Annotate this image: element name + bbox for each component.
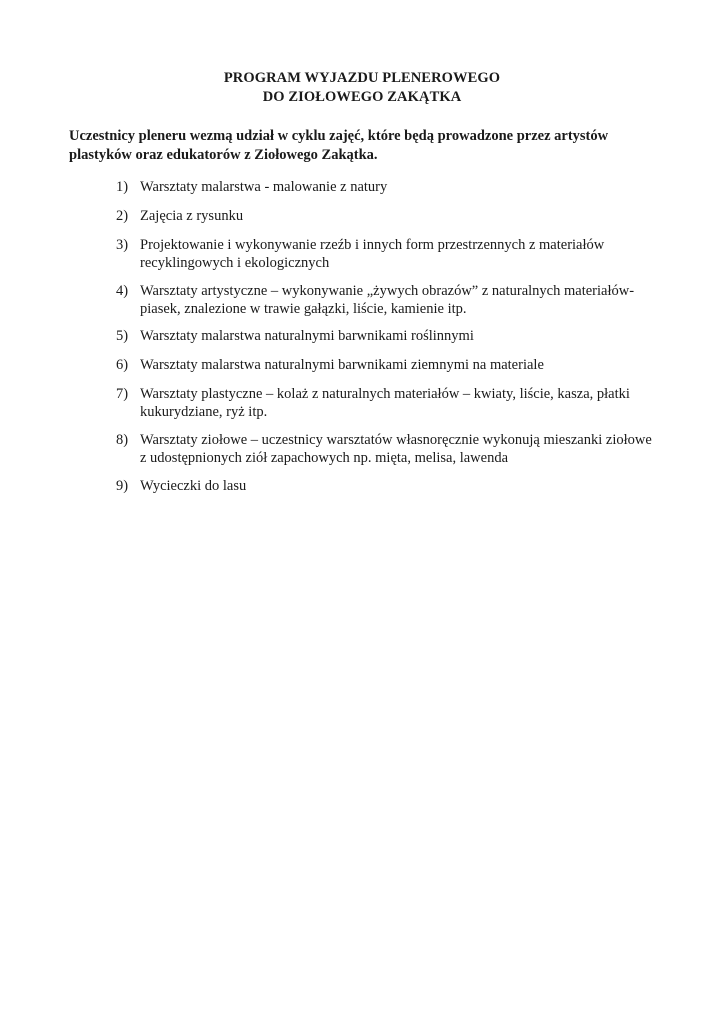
- list-item-text: [140, 477, 680, 495]
- intro-line-2: plastyków oraz edukatorów z Ziołowego Zakątka.: [69, 147, 378, 163]
- list-item-text: [140, 327, 680, 345]
- list-item-line-1: Projektowanie i wykonywanie rzeźb i innych form przestrzennych z materiałów: [140, 237, 605, 253]
- list-item-line-1: Zajęcia z rysunku: [140, 208, 244, 224]
- title-line-2: DO ZIOŁOWEGO ZAKĄTKA: [262, 89, 462, 105]
- list-item-text: [140, 236, 680, 272]
- intro-line-1: Uczestnicy pleneru wezmą udział w cyklu zajęć, które będą prowadzone przez artystów: [69, 128, 609, 144]
- list-item-line-2: z udostępnionych ziół zapachowych np. mięta, melisa, lawenda: [140, 450, 509, 466]
- list-item-text: [140, 207, 680, 225]
- list-item-number: 1): [116, 179, 129, 195]
- list-item-number: 8): [116, 432, 129, 448]
- list-item-number: 2): [116, 208, 129, 224]
- list-item-text: [140, 356, 680, 374]
- list-item-line-1: Warsztaty artystyczne – wykonywanie „żywych obrazów” z naturalnych materiałów-: [140, 283, 635, 299]
- list-item-number: 7): [116, 386, 129, 402]
- title-line-1: PROGRAM WYJAZDU PLENEROWEGO: [223, 70, 501, 86]
- list-item-line-2: recyklingowych i ekologicznych: [140, 255, 330, 271]
- list-item-number: 4): [116, 283, 129, 299]
- list-item-line-2: piasek, znalezione w trawie gałązki, liście, kamienie itp.: [140, 301, 467, 317]
- list-item-line-1: Warsztaty ziołowe – uczestnicy warsztatów własnoręcznie wykonują mieszanki ziołowe: [140, 432, 652, 448]
- list-item-number: 9): [116, 478, 129, 494]
- list-item-line-2: kukurydziane, ryż itp.: [140, 404, 268, 420]
- list-item-text: [140, 282, 680, 318]
- list-item-number: 6): [116, 357, 129, 373]
- list-item-line-1: Warsztaty malarstwa naturalnymi barwnikami roślinnymi: [140, 328, 474, 344]
- list-item-line-1: Wycieczki do lasu: [140, 478, 247, 494]
- list-item-line-1: Warsztaty malarstwa - malowanie z natury: [140, 179, 388, 195]
- list-item-number: 3): [116, 237, 129, 253]
- list-item-line-1: Warsztaty malarstwa naturalnymi barwnikami ziemnymi na materiale: [140, 357, 544, 373]
- list-item-text: [140, 178, 680, 196]
- list-item-text: [140, 385, 680, 421]
- list-item-text: [140, 431, 680, 467]
- list-item-number: 5): [116, 328, 129, 344]
- list-item-line-1: Warsztaty plastyczne – kolaż z naturalnych materiałów – kwiaty, liście, kasza, płatki: [140, 386, 630, 402]
